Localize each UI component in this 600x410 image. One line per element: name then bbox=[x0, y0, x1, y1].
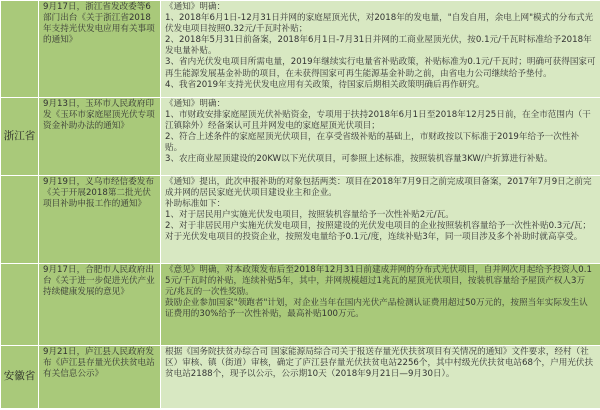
content-line: 3、农庄商业屋顶建设的20KW以下光伏项目，可参照上述标准，按照装机容量3KW/户折算进行补贴。 bbox=[165, 154, 553, 165]
content-line: 2、对于非居民用户实施光伏发电项目，按照建设的光伏发电项目的企业按照装机容量给予一次性补贴0.3元/瓦；对于光伏发电项目的投资企业，按照发电量给予0.1元/度，连续补贴3年，同一项目涉及多个补助时就高享受。 bbox=[165, 221, 591, 243]
content-line: 鼓励企业参加国家"领跑者"计划，对企业当年在国内光伏产品检测认证费用超过50万元的，按照当年实际发生认证费用的30%给予一次性补贴，最高补贴100万元。 bbox=[165, 298, 588, 320]
content-line: 2、2018年5月31日前备案，2018年6月1日-7月31日并网的工商业屋顶光伏，按0.1元/千瓦时标准给予2018年发电量补贴。 bbox=[165, 35, 592, 57]
content-cell bbox=[161, 1, 600, 98]
content-line: 4、我省2019年支持光伏发电应用有关政策，待国家后期相关政策明确后再作研究。 bbox=[165, 79, 485, 90]
content-line: 1、对于居民用户实施光伏发电项目，按照装机容量给予一次性补贴2元/瓦。 bbox=[165, 210, 454, 221]
province-cell bbox=[1, 1, 39, 98]
table-row bbox=[1, 176, 600, 264]
province-cell: 安徽省 bbox=[1, 346, 39, 409]
content-line: 《通知》提出，此次申报补助的对象包括两类：项目在2018年7月9日之前完成项目备案，2017年7月9日之前完成并网的居民家庭光伏项目建设业主和企业。 bbox=[165, 177, 592, 199]
policy-cell: 9月19日，义乌市经信委发布《关于开展2018第二批光伏项目补助申报工作的通知》 bbox=[39, 176, 161, 264]
table-row bbox=[1, 98, 600, 176]
policy-cell: 9月21日，庐江县人民政府发布《庐江县存量光伏扶贫电站有关信息公示》 bbox=[39, 346, 161, 409]
province-cell bbox=[1, 264, 39, 346]
content-line: 1、2018年6月1日-12月31日并网的家庭屋顶光伏，对2018年的发电量，"自发自用，余电上网"模式的分布式光伏发电项目按照0.32元/千瓦时补贴； bbox=[165, 13, 594, 35]
content-line: 《通知》明确： bbox=[165, 2, 226, 12]
content-cell bbox=[161, 176, 600, 264]
content-line: 3、省内光伏发电项目所需电量，2019年继续实行电量省补贴政策，补贴标准为0.1元/千瓦时；明确可获得国家可再生能源发展基金补助的项目，在未获得国家可再生能源基金补助之前，由省电力公司继续给予垫付。 bbox=[165, 57, 596, 79]
policy-cell: 9月17日，浙江省发改委等6部门出台《关于浙江省2018年支持光伏发电应用有关事项的通知》 bbox=[39, 1, 161, 98]
content-cell bbox=[161, 346, 600, 409]
content-cell bbox=[161, 264, 600, 346]
table-row bbox=[1, 1, 600, 98]
policy-cell: 9月17日，合肥市人民政府出台《关于进一步促进光伏产业持续健康发展的意见》 bbox=[39, 264, 161, 346]
content-cell bbox=[161, 98, 600, 176]
table-row bbox=[1, 264, 600, 346]
province-cell: 浙江省 bbox=[1, 98, 39, 176]
content-line: 1、市财政安排家庭屋顶光伏补贴资金，专项用于扶持2018年6月1日至2018年12月25日前，在全市范围内（干江镇除外）经备案认可且并网发电的家庭屋顶光伏项目； bbox=[165, 110, 591, 132]
province-cell bbox=[1, 176, 39, 264]
content-line: 补助标准如下： bbox=[165, 199, 226, 210]
content-line: 根据《国务院扶贫办综合司 国家能源局综合司关于报送存量光伏扶贫项目有关情况的通知》文件要求，经村（社区）审核、镇（街道）审核，确定了庐江县存量光伏扶贫电站2256个，其中村级光伏扶贫电站68个，户用光伏扶贫电站2188个，现予以公示，公示期10天（2018年9月21日—9月30日）。 bbox=[165, 347, 594, 380]
policy-cell: 9月13日，玉环市人民政府印发《玉环市家庭屋顶光伏专项资金补助办法的通知》 bbox=[39, 98, 161, 176]
content-line: 《意见》明确，对本政策发布后至2018年12月31日前建成并网的分布式光伏项目，自并网次月起给予投资人0.15元/千瓦时的补贴，连续补贴5年，其中，并网规模超过1兆瓦的屋顶光伏项目，按装机容量给予屋顶产权人3万元/兆瓦的一次性奖励。 bbox=[165, 265, 592, 298]
table-row bbox=[1, 346, 600, 409]
content-line: 《通知》明确： bbox=[165, 99, 226, 109]
content-line: 2、符合上述条件的家庭屋顶光伏项目，在享受省级补贴的基础上，市财政按以下标准于2019年给予一次性补贴。 bbox=[165, 132, 580, 154]
